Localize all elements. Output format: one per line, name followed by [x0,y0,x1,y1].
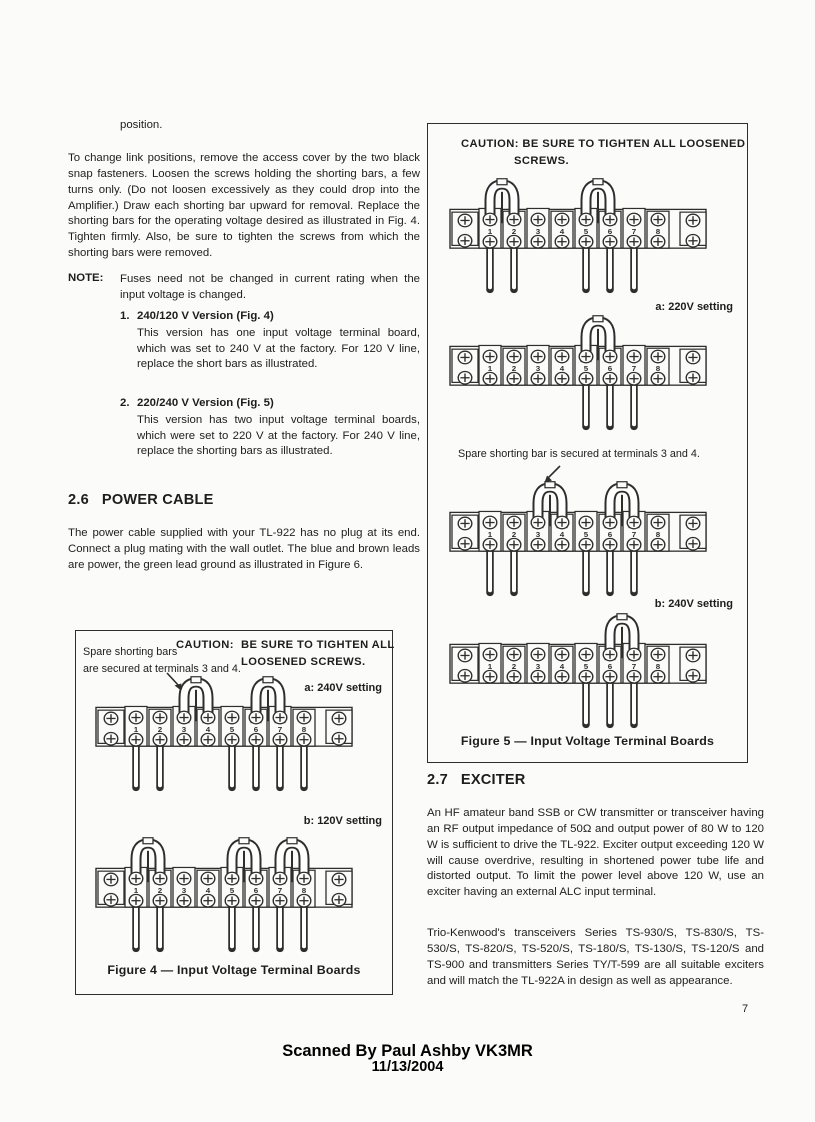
section-number: 2.6 [68,492,89,508]
figure4-caption: Figure 4 — Input Voltage Terminal Boards [107,963,361,977]
svg-text:2: 2 [157,886,163,895]
list-item-body: This version has one input voltage terminal board, which was set to 240 V at the factory. For 120 V line, replace the short bars as illustrated. [137,327,420,371]
svg-text:7: 7 [631,364,637,373]
svg-text:1: 1 [133,725,139,734]
paragraph-exciter-1: An HF amateur band SSB or CW transmitter or transceiver having an RF output impedance of 50Ω and output power of 80 W to 120 W is sufficient to drive the TL-922. Exciter output exceeding 120 W will cause overdrive, resulting in shortened power tube life and distorted output. To limit the power level above 120 W, use an exciter having an external ALC input terminal. [427,807,764,898]
svg-text:7: 7 [631,662,637,671]
svg-text:7: 7 [277,725,283,734]
svg-text:5: 5 [229,886,235,895]
figure4-spare-note-line2: are secured at terminals 3 and 4. [83,663,241,675]
svg-text:8: 8 [655,227,661,236]
svg-text:7: 7 [277,886,283,895]
figure4-caution-line1: BE SURE TO TIGHTEN ALL [241,639,395,651]
svg-text:2: 2 [511,364,517,373]
svg-text:3: 3 [535,530,541,539]
terminal-board-diagram-220v-board1 [444,178,714,298]
svg-text:3: 3 [535,364,541,373]
note-label: NOTE: [68,272,104,284]
svg-text:5: 5 [583,364,589,373]
svg-text:1: 1 [487,662,493,671]
svg-text:1: 1 [133,886,139,895]
scan-credit-line2: 11/13/2004 [371,1059,444,1075]
svg-text:3: 3 [535,662,541,671]
figure4-spare-note-line1: Spare shorting bars [83,646,178,658]
list-item-title: 220/240 V Version (Fig. 5) [137,397,274,409]
svg-text:6: 6 [607,227,613,236]
svg-text:8: 8 [301,725,307,734]
svg-text:6: 6 [607,662,613,671]
svg-text:5: 5 [583,662,589,671]
terminal-board-diagram-220v-board2 [444,315,714,435]
figure5-caution-line1: CAUTION: BE SURE TO TIGHTEN ALL LOOSENED [461,138,746,150]
svg-text:6: 6 [607,364,613,373]
svg-text:4: 4 [559,530,565,539]
figure5-caption: Figure 5 — Input Voltage Terminal Boards [460,734,715,748]
svg-text:8: 8 [655,364,661,373]
page-number: 7 [742,1003,749,1015]
svg-text:7: 7 [631,530,637,539]
scan-credit-line1: Scanned By Paul Ashby VK3MR [282,1042,533,1060]
scan-credit [0,1043,815,1075]
svg-text:7: 7 [631,227,637,236]
svg-text:3: 3 [181,886,187,895]
svg-text:2: 2 [511,662,517,671]
svg-text:4: 4 [559,662,565,671]
figure5-box [427,123,748,763]
section-heading-exciter [427,772,526,788]
figure4-setting-b-label: b: 120V setting [303,815,382,827]
section-heading-power-cable [68,492,214,508]
terminal-board-diagram-240v-board2 [444,613,714,733]
svg-text:1: 1 [487,364,493,373]
svg-text:1: 1 [487,530,493,539]
svg-text:4: 4 [559,364,565,373]
paragraph-link-positions: To change link positions, remove the access cover by the two black snap fasteners. Loosen the screws holding the shorting bars, a few turns only. (Do not loosen excessively as they could drop into the Amplifier.) Draw each shorting bar upward for removal. Replace the shorting bars for the operating voltage desired as illustrated in Fig. 4. Tighten firmly. Also, be sure to tighten the screws from which the shorting bars were removed. [68,152,420,259]
figure4-caution-label: CAUTION: [176,639,234,651]
figure5-spare-note: Spare shorting bar is secured at terminals 3 and 4. [458,448,700,460]
section-title: EXCITER [460,772,526,788]
terminal-board-diagram-120v [90,837,360,957]
figure4-box [75,630,393,995]
list-item-body: This version has two input voltage terminal boards, which were set to 220 V at the factory. For 240 V line, replace the shorting bars as illustrated. [137,414,420,458]
svg-text:2: 2 [157,725,163,734]
svg-text:1: 1 [487,227,493,236]
figure4-setting-a-label: a: 240V setting [304,682,382,694]
paragraph-exciter-2: Trio-Kenwood's transceivers Series TS-930/S, TS-830/S, TS-530/S, TS-820/S, TS-520/S, TS-180/S, TS-130/S, TS-120/S and TS-900 and transmitters Series TY/T-599 are all suitable exciters and will match the TL-922A in design as well as appearance. [427,927,764,987]
list-item-number: 1. [120,310,130,322]
svg-text:6: 6 [253,886,259,895]
list-item-title: 240/120 V Version (Fig. 4) [137,310,274,322]
paragraph-power-cable: The power cable supplied with your TL-922 has no plug at its end. Connect a plug mating with the wall outlet. The blue and brown leads are power, the green lead ground as illustrated in Figure 6. [68,527,420,571]
terminal-board-diagram-240v [90,676,360,796]
figure5-setting-a-label: a: 220V setting [655,301,733,313]
section-title: POWER CABLE [101,492,214,508]
svg-text:8: 8 [655,530,661,539]
svg-text:4: 4 [559,227,565,236]
svg-text:5: 5 [583,530,589,539]
svg-text:2: 2 [511,530,517,539]
figure4-caution-line2: LOOSENED SCREWS. [241,656,366,668]
figure5-setting-b-label: b: 240V setting [654,598,733,610]
list-continuation-fragment: position. [120,119,163,131]
svg-text:3: 3 [181,725,187,734]
svg-text:8: 8 [301,886,307,895]
svg-text:2: 2 [511,227,517,236]
svg-text:8: 8 [655,662,661,671]
terminal-board-diagram-240v-board1 [444,481,714,601]
svg-text:6: 6 [607,530,613,539]
list-item-number: 2. [120,397,130,409]
section-number: 2.7 [427,772,448,788]
figure5-caution-line2: SCREWS. [514,155,570,167]
svg-text:3: 3 [535,227,541,236]
note-text: Fuses need not be changed in current rating when the input voltage is changed. [120,273,420,301]
svg-text:5: 5 [229,725,235,734]
svg-text:4: 4 [205,725,211,734]
svg-text:6: 6 [253,725,259,734]
svg-text:4: 4 [205,886,211,895]
svg-text:5: 5 [583,227,589,236]
